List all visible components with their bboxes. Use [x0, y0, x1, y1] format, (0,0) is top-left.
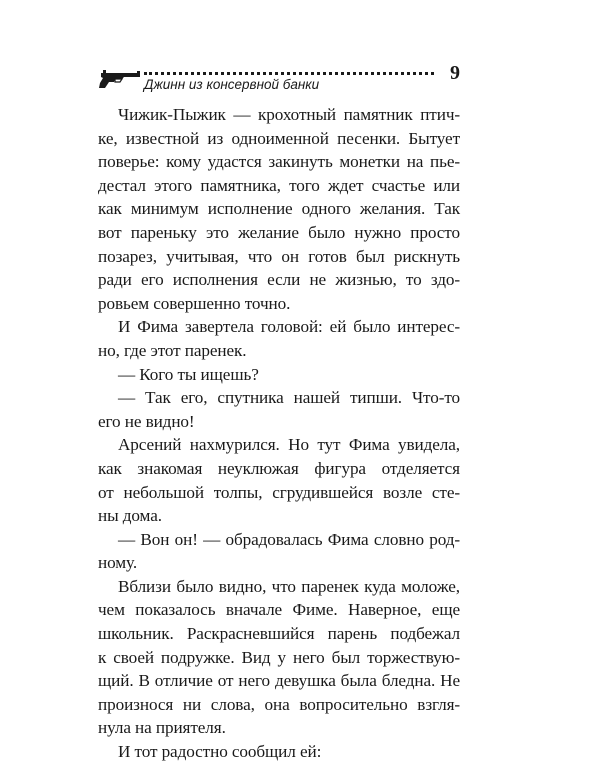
text-line: вот пареньку это желание было нужно просто — [98, 222, 460, 242]
text-line: щий. В отличие от него девушка была бледна. Не — [98, 671, 460, 691]
text-line: ному. — [98, 553, 138, 573]
text-line: Вблизи было видно, что паренек куда моложе, — [118, 576, 460, 596]
text-line: как минимум исполнение одного желания. Так — [98, 199, 460, 219]
text-line: чем показалось вначале Фиме. Наверное, еще — [98, 600, 460, 620]
body-text — [98, 103, 460, 764]
header-dotted-rule — [144, 72, 434, 75]
text-line: — Вон он! — обрадовалась Фима словно род- — [118, 529, 460, 549]
text-line: ради его исполнения если не жизнью, то здо- — [98, 270, 460, 290]
text-line: школьник. Раскрасневшийся парень подбежал — [98, 624, 460, 644]
text-line: произнося ни слова, она вопросительно взгля- — [98, 694, 460, 714]
text-line: ны дома. — [98, 506, 162, 526]
revolver-icon — [98, 68, 142, 88]
running-header — [98, 60, 460, 94]
page-number: 9 — [450, 62, 460, 84]
text-line: ровьем совершенно точно. — [98, 293, 291, 313]
text-line: но, где этот паренек. — [98, 340, 247, 360]
book-title: Джинн из консервной банки — [144, 77, 320, 92]
text-line: — Так его, спутника нашей типши. Что-то — [118, 388, 460, 408]
text-line: поверье: кому удастся закинуть монетки на пье- — [98, 152, 460, 172]
text-line: — Кого ты ищешь? — [118, 364, 259, 384]
text-line: И тот радостно сообщил ей: — [118, 742, 322, 762]
text-line: нула на приятеля. — [98, 718, 226, 738]
text-line: позарез, учитывая, что он готов был рискнуть — [98, 246, 460, 266]
text-line: Чижик-Пыжик — крохотный памятник птич- — [118, 105, 460, 124]
text-line: как знакомая неуклюжая фигура отделяется — [98, 458, 460, 478]
text-line: ке, известной из одноименной песенки. Бытует — [98, 128, 460, 148]
text-line: к своей подружке. Вид у него был торжествую- — [98, 647, 460, 667]
text-line: от небольшой толпы, сгрудившейся возле сте- — [98, 482, 460, 502]
text-line: его не видно! — [98, 411, 195, 431]
text-line: Арсений нахмурился. Но тут Фима увидела, — [118, 435, 460, 455]
text-line: дестал этого памятника, того ждет счастье или — [98, 175, 460, 195]
text-line: И Фима завертела головой: ей было интерес- — [118, 317, 460, 337]
